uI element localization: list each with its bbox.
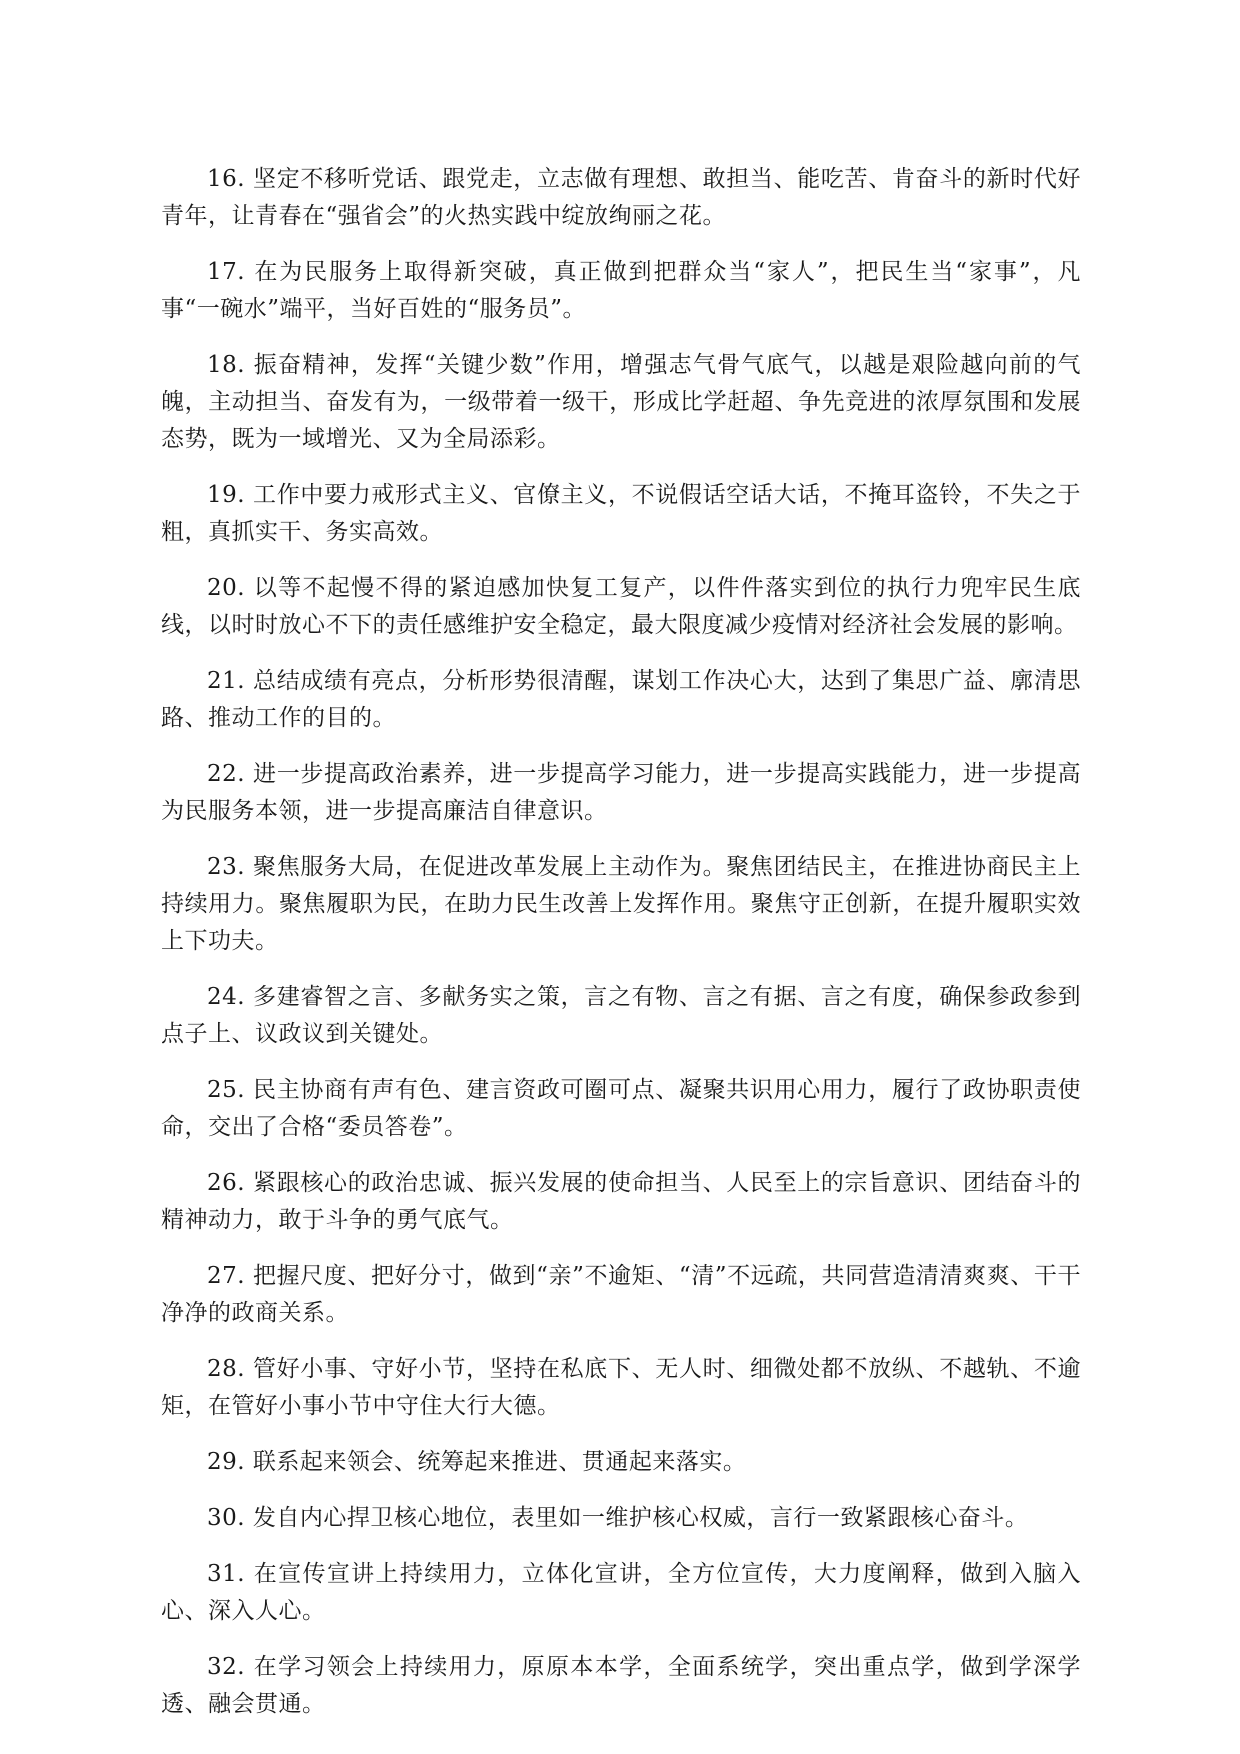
paragraph-24: 24. 多建睿智之言、多献务实之策，言之有物、言之有据、言之有度，确保参政参到点子上、议政议到关键处。	[161, 984, 1081, 1047]
paragraph-27: 27. 把握尺度、把好分寸，做到“亲”不逾矩、“清”不远疏，共同营造清清爽爽、干干净净的政商关系。	[161, 1263, 1081, 1326]
document-body	[161, 161, 1081, 1742]
paragraph-22: 22. 进一步提高政治素养，进一步提高学习能力，进一步提高实践能力，进一步提高为民服务本领，进一步提高廉洁自律意识。	[161, 761, 1081, 824]
paragraph-19: 19. 工作中要力戒形式主义、官僚主义，不说假话空话大话，不掩耳盗铃，不失之于粗，真抓实干、务实高效。	[161, 482, 1081, 545]
paragraph-25: 25. 民主协商有声有色、建言资政可圈可点、凝聚共识用心用力，履行了政协职责使命，交出了合格“委员答卷”。	[161, 1077, 1081, 1140]
paragraph-31: 31. 在宣传宣讲上持续用力，立体化宣讲，全方位宣传，大力度阐释，做到入脑入心、深入人心。	[161, 1561, 1081, 1624]
paragraph-28: 28. 管好小事、守好小节，坚持在私底下、无人时、细微处都不放纵、不越轨、不逾矩，在管好小事小节中守住大行大德。	[161, 1356, 1081, 1419]
paragraph-29: 29. 联系起来领会、统筹起来推进、贯通起来落实。	[207, 1449, 747, 1475]
paragraph-17: 17. 在为民服务上取得新突破，真正做到把群众当“家人”，把民生当“家事”，凡事“一碗水”端平，当好百姓的“服务员”。	[161, 259, 1082, 322]
paragraph-30: 30. 发自内心捍卫核心地位，表里如一维护核心权威，言行一致紧跟核心奋斗。	[207, 1505, 1029, 1531]
paragraph-18: 18. 振奋精神，发挥“关键少数”作用，增强志气骨气底气，以越是艰险越向前的气魄，主动担当、奋发有为，一级带着一级干，形成比学赶超、争先竞进的浓厚氛围和发展态势，既为一域增光、又为全局添彩。	[161, 352, 1081, 452]
paragraph-26: 26. 紧跟核心的政治忠诚、振兴发展的使命担当、人民至上的宗旨意识、团结奋斗的精神动力，敢于斗争的勇气底气。	[161, 1170, 1081, 1233]
paragraph-20: 20. 以等不起慢不得的紧迫感加快复工复产，以件件落实到位的执行力兜牢民生底线，以时时放心不下的责任感维护安全稳定，最大限度减少疫情对经济社会发展的影响。	[161, 575, 1081, 638]
paragraph-16: 16. 坚定不移听党话、跟党走，立志做有理想、敢担当、能吃苦、肯奋斗的新时代好青年，让青春在“强省会”的火热实践中绽放绚丽之花。	[161, 166, 1081, 229]
paragraph-21: 21. 总结成绩有亮点，分析形势很清醒，谋划工作决心大，达到了集思广益、廓清思路、推动工作的目的。	[161, 668, 1081, 731]
paragraph-23: 23. 聚焦服务大局，在促进改革发展上主动作为。聚焦团结民主，在推进协商民主上持续用力。聚焦履职为民，在助力民生改善上发挥作用。聚焦守正创新，在提升履职实效上下功夫。	[161, 854, 1081, 954]
paragraph-32: 32. 在学习领会上持续用力，原原本本学，全面系统学，突出重点学，做到学深学透、融会贯通。	[161, 1654, 1081, 1717]
